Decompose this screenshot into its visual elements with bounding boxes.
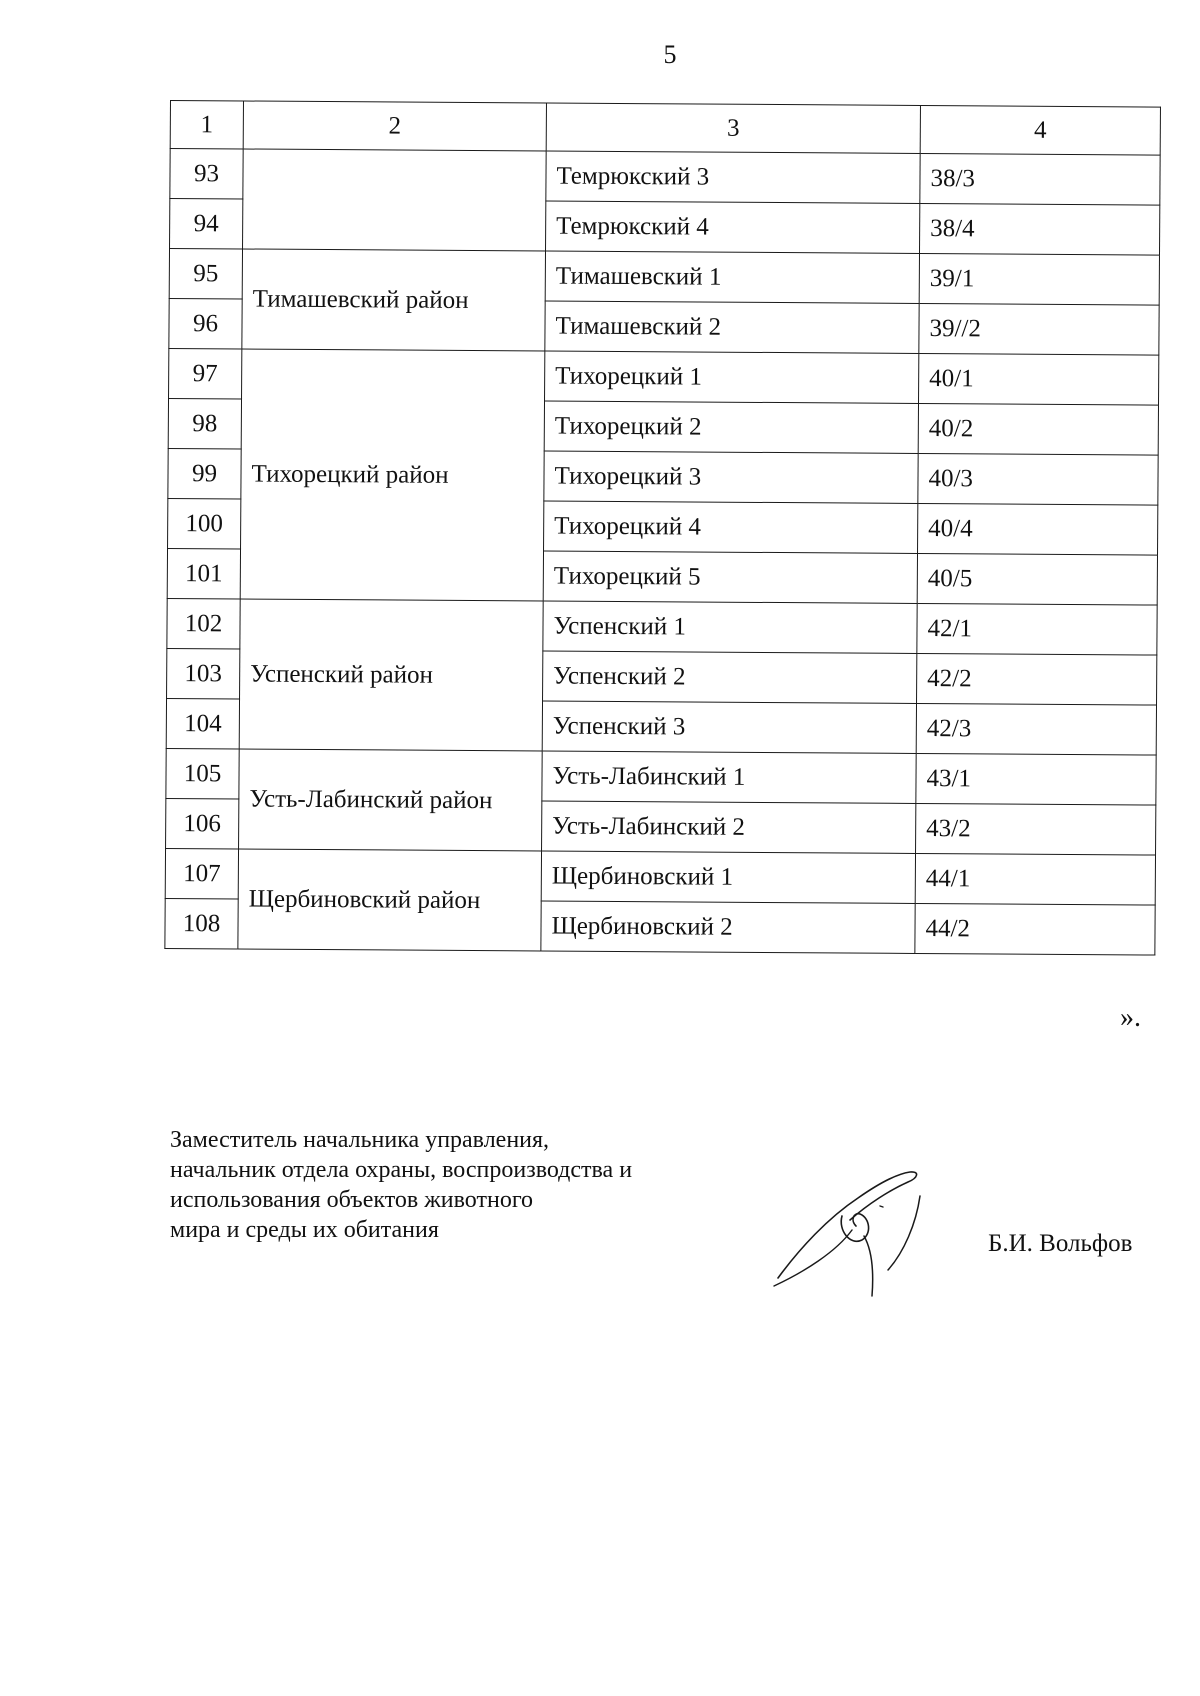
- area-code-cell: 38/4: [919, 203, 1159, 255]
- row-number-cell: 100: [168, 498, 241, 548]
- row-number-cell: 106: [166, 798, 239, 848]
- row-number-cell: 99: [168, 448, 241, 498]
- area-name-cell: Тихорецкий 2: [544, 401, 918, 453]
- row-number-cell: 97: [169, 348, 242, 398]
- regions-table: [164, 100, 1161, 956]
- table-row: [166, 748, 1156, 805]
- area-name-cell: Тихорецкий 1: [545, 351, 919, 403]
- page-number: 5: [663, 40, 677, 69]
- district-cell: [243, 149, 547, 251]
- position-line: Заместитель начальника управления,: [170, 1127, 550, 1153]
- area-name-cell: Тихорецкий 5: [543, 551, 917, 603]
- table-row: [169, 249, 1159, 306]
- header-cell-2: 2: [243, 101, 546, 151]
- area-name-cell: Успенский 3: [542, 701, 916, 753]
- area-code-cell: 40/2: [918, 403, 1158, 455]
- area-name-cell: Усть-Лабинский 2: [542, 801, 916, 853]
- row-number-cell: 102: [167, 598, 240, 648]
- table-row: [167, 598, 1157, 655]
- area-name-cell: Щербиновский 1: [541, 851, 915, 903]
- row-number-cell: 96: [169, 298, 242, 348]
- district-cell: Щербиновский район: [238, 849, 542, 951]
- row-number-cell: 104: [166, 698, 239, 748]
- table-row: [170, 149, 1160, 206]
- handwritten-signature: [770, 1160, 930, 1310]
- position-line: использования объектов животного: [170, 1187, 534, 1213]
- area-code-cell: 42/3: [916, 703, 1156, 755]
- signatory-name: Б.И. Вольфов: [988, 1230, 1133, 1257]
- header-cell-1: 1: [170, 101, 243, 149]
- district-cell: Тихорецкий район: [240, 349, 545, 601]
- area-code-cell: 44/1: [915, 853, 1155, 905]
- area-code-cell: 44/2: [915, 903, 1155, 955]
- area-code-cell: 40/4: [918, 503, 1158, 555]
- row-number-cell: 94: [170, 199, 243, 249]
- header-cell-3: 3: [546, 103, 920, 153]
- area-code-cell: 39/1: [919, 253, 1159, 305]
- area-code-cell: 42/1: [917, 603, 1157, 655]
- district-cell: Успенский район: [239, 599, 543, 751]
- area-name-cell: Тихорецкий 4: [544, 501, 918, 553]
- area-name-cell: Тимашевский 2: [545, 301, 919, 353]
- area-code-cell: 39//2: [919, 303, 1159, 355]
- area-name-cell: Успенский 1: [543, 601, 917, 653]
- row-number-cell: 105: [166, 748, 239, 798]
- table-row: [165, 848, 1155, 905]
- row-number-cell: 108: [165, 898, 238, 948]
- district-cell: Усть-Лабинский район: [239, 749, 543, 851]
- area-code-cell: 42/2: [917, 653, 1157, 705]
- table-row: [169, 348, 1159, 405]
- signatory-position: [170, 1125, 632, 1245]
- area-name-cell: Тихорецкий 3: [544, 451, 918, 503]
- area-name-cell: Усть-Лабинский 1: [542, 751, 916, 803]
- area-name-cell: Темрюкский 3: [546, 151, 920, 203]
- area-code-cell: 43/1: [916, 753, 1156, 805]
- area-code-cell: 40/1: [919, 353, 1159, 405]
- area-name-cell: Успенский 2: [543, 651, 917, 703]
- row-number-cell: 101: [167, 548, 240, 598]
- district-cell: Тимашевский район: [242, 249, 546, 351]
- table-header-row: [170, 101, 1160, 156]
- position-line: начальник отдела охраны, воспроизводства и: [170, 1157, 633, 1183]
- row-number-cell: 98: [168, 398, 241, 448]
- area-code-cell: 43/2: [916, 803, 1156, 855]
- area-name-cell: Щербиновский 2: [541, 901, 915, 953]
- area-code-cell: 40/5: [917, 553, 1157, 605]
- row-number-cell: 95: [169, 249, 242, 299]
- row-number-cell: 103: [167, 648, 240, 698]
- row-number-cell: 107: [165, 848, 238, 898]
- position-line: мира и среды их обитания: [170, 1217, 439, 1243]
- table-container: [164, 100, 1160, 956]
- header-cell-4: 4: [920, 105, 1160, 155]
- area-code-cell: 38/3: [920, 153, 1160, 205]
- area-name-cell: Темрюкский 4: [546, 201, 920, 253]
- closing-quote: ».: [1120, 1002, 1141, 1033]
- row-number-cell: 93: [170, 149, 243, 199]
- area-code-cell: 40/3: [918, 453, 1158, 505]
- area-name-cell: Тимашевский 1: [545, 251, 919, 303]
- table-body: [165, 101, 1161, 956]
